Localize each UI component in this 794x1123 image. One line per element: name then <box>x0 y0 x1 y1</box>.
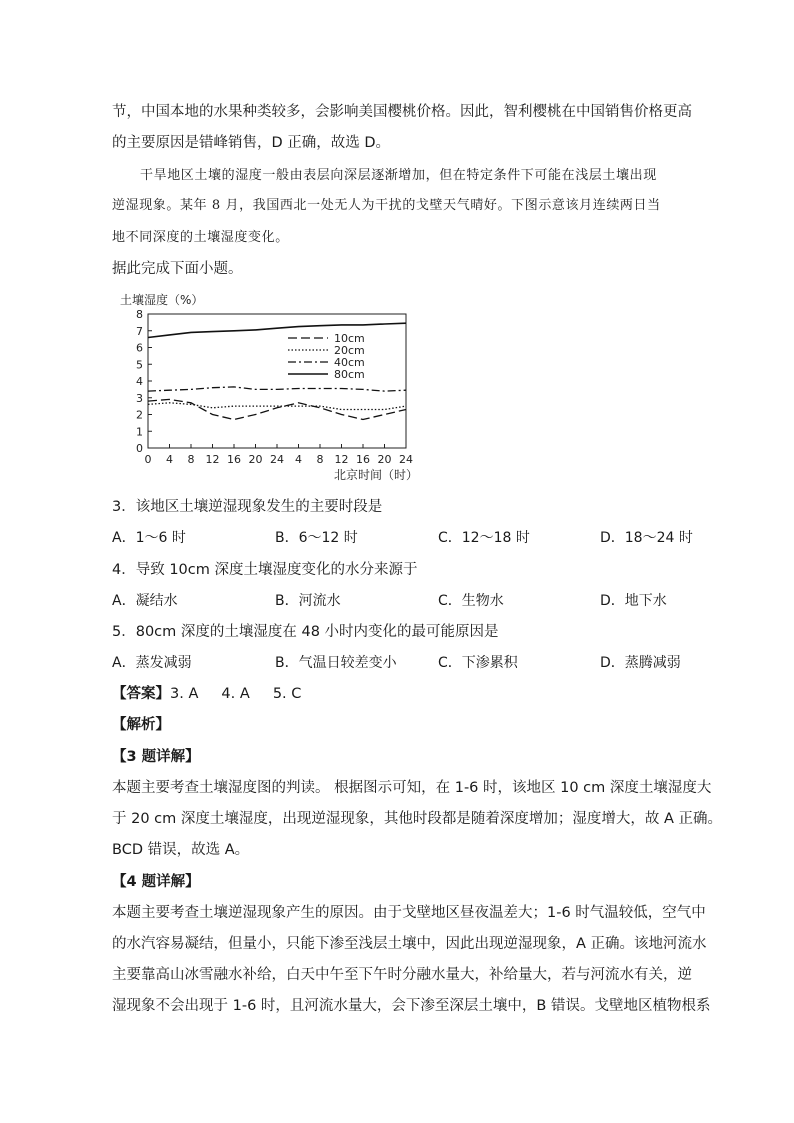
q3-detail-line-3: BCD 错误，故选 A。 <box>112 842 250 858</box>
chart-axes <box>136 308 413 466</box>
y-tick-label: 2 <box>136 408 143 422</box>
series-line-10cm <box>148 399 406 419</box>
q4-option-a: A．凝结水 <box>112 593 178 609</box>
series-line-80cm <box>148 323 406 337</box>
x-tick-label: 20 <box>248 453 263 466</box>
x-tick-label: 4 <box>295 453 302 466</box>
q3-option-b: B．6～12 时 <box>275 530 358 546</box>
q4-detail-line-4: 湿现象不会出现于 1-6 时，且河流水量大，会下渗至深层土壤中，B 错误。戈壁地区植物根系 <box>112 998 711 1014</box>
legend-label-10cm: 10cm <box>334 332 365 345</box>
q3-option-c: C．12～18 时 <box>438 530 530 546</box>
x-tick-label: 24 <box>270 453 284 466</box>
chart-ylabel: 土壤湿度（%） <box>120 293 204 307</box>
y-tick-label: 8 <box>136 308 143 321</box>
answer-text: 3. A 4. A 5. C <box>170 686 302 702</box>
y-tick-label: 1 <box>136 425 143 439</box>
answer-line <box>112 684 301 704</box>
question-5-stem: 5．80cm 深度的土壤湿度在 48 小时内变化的最可能原因是 <box>112 624 499 640</box>
q5-option-a: A．蒸发减弱 <box>112 655 192 671</box>
q3-detail-line-2: 于 20 cm 深度土壤湿度，出现逆湿现象，其他时段都是随着深度增加；湿度增大，故 A 正确。 <box>112 811 723 827</box>
q4-detail-line-3: 主要靠高山冰雪融水补给，白天中午至下午时分融水量大，补给量大，若与河流水有关，逆 <box>112 967 692 983</box>
soil-moisture-chart <box>112 288 432 483</box>
x-tick-label: 16 <box>227 453 241 466</box>
passage-line-2: 逆湿现象。某年 8 月，我国西北一处无人为干扰的戈壁天气晴好。下图示意该月连续两日当 <box>112 198 661 213</box>
y-tick-label: 7 <box>136 324 143 338</box>
answer-label: 【答案】 <box>112 686 170 702</box>
intro-line-1: 节，中国本地的水果种类较多，会影响美国樱桃价格。因此，智利樱桃在中国销售价格更高 <box>112 104 692 120</box>
x-tick-label: 8 <box>187 453 195 466</box>
legend-label-20cm: 20cm <box>334 344 365 357</box>
question-3-stem: 3．该地区土壤逆湿现象发生的主要时段是 <box>112 499 383 515</box>
y-tick-label: 6 <box>136 341 143 355</box>
series-line-40cm <box>148 387 406 391</box>
chart-xlabel: 北京时间（时） <box>333 468 419 482</box>
soil-moisture-chart-svg <box>112 288 432 483</box>
analysis-label: 【解析】 <box>112 717 170 733</box>
passage-line-1: 干旱地区土壤的湿度一般由表层向深层逐渐增加，但在特定条件下可能在浅层土壤出现 <box>140 168 657 183</box>
x-tick-label: 24 <box>399 453 413 466</box>
q3-detail-line-1: 本题主要考查土壤湿度图的判读。 根据图示可知，在 1-6 时，该地区 10 cm 深度土壤湿度大 <box>112 780 712 796</box>
y-tick-label: 3 <box>136 391 143 405</box>
chart-series <box>148 323 406 419</box>
q4-option-b: B．河流水 <box>275 593 341 609</box>
legend-label-80cm: 80cm <box>334 368 365 381</box>
x-tick-label: 16 <box>356 453 370 466</box>
q4-detail-heading: 【4 题详解】 <box>112 874 200 890</box>
q4-detail-line-2: 的水汽容易凝结，但量小，只能下渗至浅层土壤中，因此出现逆湿现象，A 正确。该地河流水 <box>112 936 707 952</box>
q5-option-c: C．下渗累积 <box>438 655 518 671</box>
legend-label-40cm: 40cm <box>334 356 365 369</box>
x-tick-label: 0 <box>144 453 152 466</box>
q5-option-d: D．蒸腾减弱 <box>600 655 681 671</box>
passage-line-3: 地不同深度的土壤湿度变化。 <box>112 230 289 245</box>
chart-legend <box>288 332 365 381</box>
q3-option-d: D．18～24 时 <box>600 530 693 546</box>
q3-option-a: A．1～6 时 <box>112 530 186 546</box>
y-tick-label: 0 <box>136 442 143 455</box>
y-tick-label: 4 <box>136 375 143 388</box>
series-line-20cm <box>148 403 406 410</box>
q3-detail-heading: 【3 题详解】 <box>112 749 200 765</box>
x-tick-label: 20 <box>377 453 392 466</box>
q4-option-d: D．地下水 <box>600 593 667 609</box>
instruction: 据此完成下面小题。 <box>112 261 243 277</box>
x-tick-label: 4 <box>166 453 173 466</box>
x-tick-label: 12 <box>334 453 349 466</box>
x-tick-label: 8 <box>316 453 324 466</box>
q5-option-b: B．气温日较差变小 <box>275 655 397 671</box>
q4-option-c: C．生物水 <box>438 593 504 609</box>
plot-frame <box>148 314 406 448</box>
x-tick-label: 12 <box>205 453 220 466</box>
q4-detail-line-1: 本题主要考查土壤逆湿现象产生的原因。由于戈壁地区昼夜温差大；1-6 时气温较低，空气中 <box>112 905 706 921</box>
intro-line-2: 的主要原因是错峰销售，D 正确，故选 D。 <box>112 135 391 151</box>
question-4-stem: 4．导致 10cm 深度土壤湿度变化的水分来源于 <box>112 562 418 578</box>
y-tick-label: 5 <box>136 358 143 372</box>
